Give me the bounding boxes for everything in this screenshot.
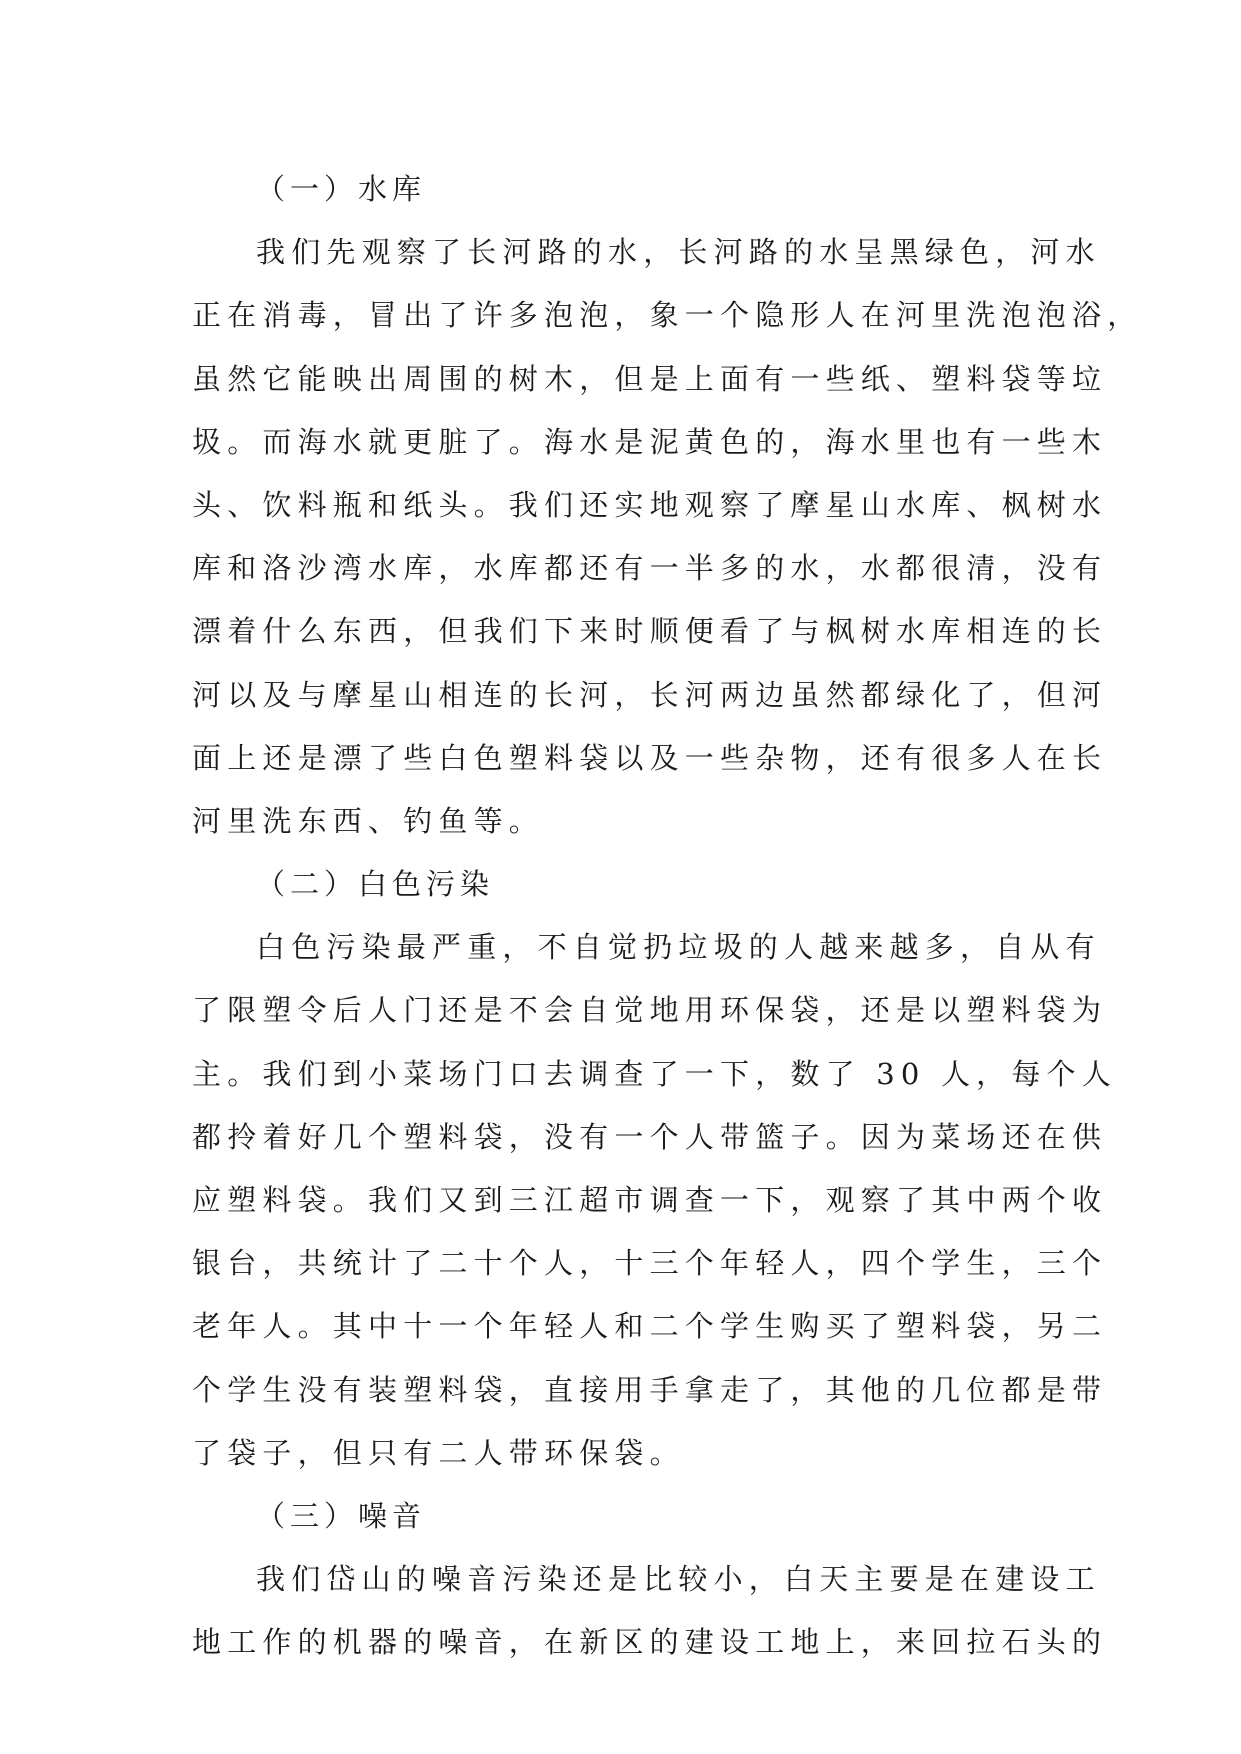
- paragraph-line: 圾。而海水就更脏了。海水是泥黄色的，海水里也有一些木: [192, 424, 1108, 459]
- paragraph-line: 正在消毒，冒出了许多泡泡，象一个隐形人在河里洗泡泡浴，: [192, 298, 1143, 333]
- paragraph-line: 地工作的机器的噪音，在新区的建设工地上，来回拉石头的: [192, 1625, 1108, 1660]
- paragraph-line: 头、饮料瓶和纸头。我们还实地观察了摩星山水库、枫树水: [192, 487, 1108, 522]
- paragraph-line: 河以及与摩星山相连的长河，长河两边虽然都绿化了，但河: [192, 677, 1108, 712]
- paragraph-line: 了限塑令后人门还是不会自觉地用环保袋，还是以塑料袋为: [192, 993, 1108, 1028]
- document-page: [192, 158, 1143, 1675]
- paragraph-line: 都拎着好几个塑料袋，没有一个人带篮子。因为菜场还在供: [192, 1119, 1108, 1154]
- paragraph-line: 个学生没有装塑料袋，直接用手拿走了，其他的几位都是带: [192, 1372, 1108, 1407]
- paragraph-line: 河里洗东西、钓鱼等。: [192, 803, 545, 838]
- paragraph-line: 我们先观察了长河路的水，长河路的水呈黑绿色，河水: [256, 235, 1101, 270]
- paragraph-line: 主。我们到小菜场门口去调查了一下，数了 30 人，每个人: [192, 1056, 1117, 1091]
- paragraph-line: 我们岱山的噪音污染还是比较小，白天主要是在建设工: [256, 1562, 1101, 1597]
- paragraph-line: 老年人。其中十一个年轻人和二个学生购买了塑料袋，另二: [192, 1309, 1108, 1344]
- paragraph-line: 白色污染最严重，不自觉扔垃圾的人越来越多，自从有: [256, 930, 1101, 965]
- paragraph-line: 应塑料袋。我们又到三江超市调查一下，观察了其中两个收: [192, 1183, 1108, 1217]
- section-heading-white-pollution: （二）白色污染: [256, 867, 495, 902]
- paragraph-line: 库和洛沙湾水库，水库都还有一半多的水，水都很清，没有: [192, 551, 1108, 586]
- paragraph-line: 虽然它能映出周围的树木，但是上面有一些纸、塑料袋等垃: [192, 361, 1108, 396]
- section-heading-reservoir: （一）水库: [256, 172, 427, 206]
- section-heading-noise: （三）噪音: [256, 1498, 427, 1533]
- paragraph-line: 了袋子，但只有二人带环保袋。: [192, 1435, 685, 1470]
- paragraph-line: 银台，共统计了二十个人，十三个年轻人，四个学生，三个: [192, 1246, 1108, 1281]
- paragraph-line: 漂着什么东西，但我们下来时顺便看了与枫树水库相连的长: [192, 614, 1108, 649]
- paragraph-line: 面上还是漂了些白色塑料袋以及一些杂物，还有很多人在长: [192, 740, 1108, 775]
